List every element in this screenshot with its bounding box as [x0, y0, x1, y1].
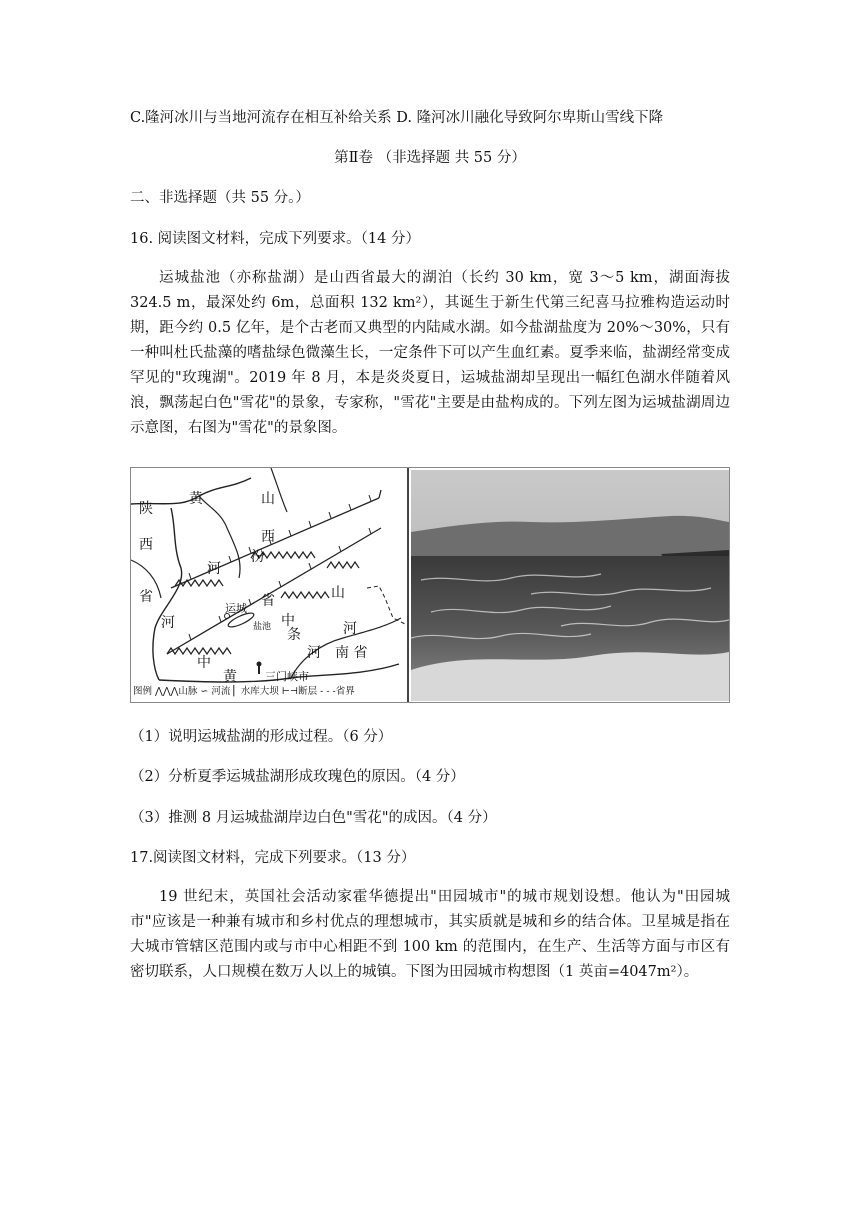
map-label-shan-2: 山	[331, 585, 345, 601]
map-label-zhong-2: 中	[197, 655, 211, 671]
salt-snow-photo	[411, 470, 729, 701]
map-label-yuncheng: 运城	[225, 602, 247, 615]
yuncheng-salt-lake-map	[131, 468, 409, 702]
section-title: 二、非选择题（共 55 分。）	[130, 190, 310, 206]
option-line-cd: C.隆河冰川与当地河流存在相互补给关系 D. 隆河冰川融化导致阿尔卑斯山雪线下降	[130, 110, 664, 126]
map-legend: 图例 ⋀⋀⋀山脉 ∽ 河流 ▏水库大坝 ⊢⊣断层 - - -省界	[133, 686, 355, 697]
map-label-huang-bottom: 黄	[223, 669, 237, 685]
question-16-sub-1: （1）说明运城盐湖的形成过程。（6 分）	[130, 729, 393, 745]
map-label-he-2: 河	[161, 615, 175, 631]
map-label-fen: 汾	[251, 549, 265, 565]
map-label-huang-top: 黄	[189, 491, 203, 507]
salt-lake-photo-image	[411, 470, 729, 701]
map-label-he-1: 河	[207, 561, 221, 577]
map-label-sanmenxia: 三门峡市	[265, 670, 309, 683]
question-17-heading: 17.阅读图文材料，完成下列要求。（13 分）	[130, 850, 416, 866]
question-16-figure	[130, 467, 730, 703]
question-16-material: 运城盐池（亦称盐湖）是山西省最大的湖泊（长约 30 km，宽 3～5 km，湖面海拔 324.5 m，最深处约 6m，总面积 132 km²），其诞生于新生代第三纪喜马拉雅构造运动时期，距今约 0.5 亿年，是个古老而又典型的内陆咸水湖。如今盐湖盐度为 20%～30%，只有一种叫杜氏盐藻的嗜盐绿色微藻生长，一定条件下可以产生血红素。夏季来临，盐湖经常变成罕见的"玫瑰湖"。2019 年 8 月，本是炎炎夏日，运城盐湖却呈现出一幅红色湖水伴随着风浪，飘荡起白色"雪花"的景象，专家称，"雪花"主要是由盐构成的。下列左图为运城盐湖周边示意图，右图为"雪花"的景象图。	[130, 270, 730, 436]
question-16-sub-3: （3）推测 8 月运城盐湖岸边白色"雪花"的成因。（4 分）	[130, 810, 497, 826]
map-label-shaan: 陕	[139, 501, 153, 517]
question-16-heading: 16. 阅读图文材料，完成下列要求。（14 分）	[130, 231, 420, 247]
map-label-sheng-2: 省	[261, 593, 275, 609]
question-17-material: 19 世纪末，英国社会活动家霍华德提出"田园城市"的城市规划设想。他认为"田园城市"应该是一种兼有城市和乡村优点的理想城市，其实质就是城和乡的结合体。卫星城是指在大城市管辖区范围内或与市中心相距不到 100 km 的范围内，在生产、生活等方面与市区有密切联系，人口规模在数万人以上的城镇。下图为田园城市构想图（1 英亩=4047m²）。	[130, 889, 730, 980]
map-label-xi: 西	[139, 537, 153, 553]
question-16-sub-2: （2）分析夏季运城盐湖形成玫瑰色的原因。（4 分）	[130, 769, 465, 785]
map-label-zhong: 中	[281, 613, 295, 629]
map-label-he-3: 河	[343, 621, 357, 637]
map-label-henan: 河 南 省	[307, 645, 368, 661]
map-label-tiao: 条	[287, 627, 301, 643]
volume-title: 第Ⅱ卷 （非选择题 共 55 分）	[334, 150, 526, 166]
map-label-shanxi-shan: 山	[261, 491, 275, 507]
map-label-yanchi: 盐池	[253, 622, 272, 632]
map-label-shanxi-xi: 西	[261, 529, 275, 545]
map-label-sheng: 省	[139, 589, 153, 605]
